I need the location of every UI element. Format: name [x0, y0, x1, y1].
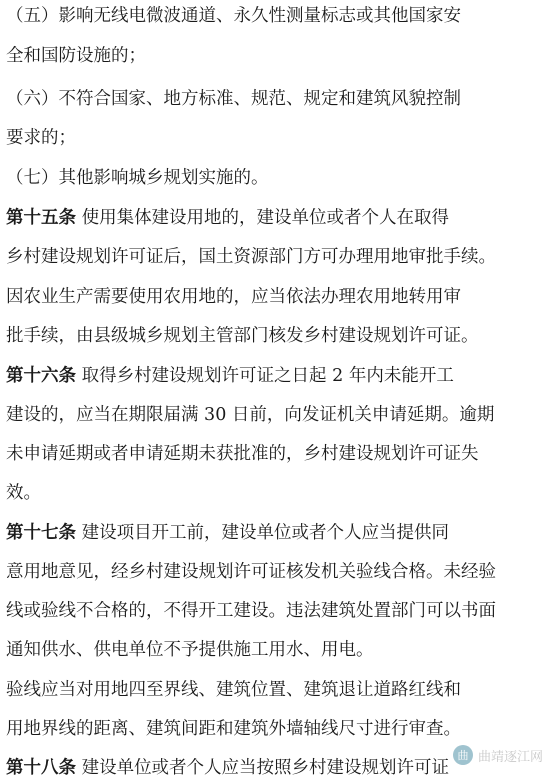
article-17-text: 建设项目开工前，建设单位或者个人应当提供同 [76, 523, 450, 543]
article-17-line-3: 线或验线不合格的，不得开工建设。违法建筑处置部门可以书面 [6, 601, 496, 621]
source-watermark [453, 745, 543, 765]
article-15-para-2-line-2: 批手续，由县级城乡规划主管部门核发乡村建设规划许可证。 [6, 326, 479, 346]
item-6-line-2: 要求的； [6, 128, 76, 148]
article-18-title: 第十八条 [6, 758, 76, 778]
article-15-line-2: 乡村建设规划许可证后，国土资源部门方可办理用地审批手续。 [6, 247, 496, 267]
article-17-line-2: 意用地意见，经乡村建设规划许可证核发机关验线合格。未经验 [6, 562, 496, 582]
article-17-line-1 [6, 521, 449, 545]
article-16-line-3: 未申请延期或者申请延期未获批准的，乡村建设规划许可证失 [6, 444, 479, 464]
article-16-line-1 [6, 364, 454, 388]
item-7: （七）其他影响城乡规划实施的。 [6, 168, 269, 188]
article-18-line-1 [6, 756, 449, 780]
article-17-title: 第十七条 [6, 523, 76, 543]
article-17-para-2-line-1: 验线应当对用地四至界线、建筑位置、建筑退让道路红线和 [6, 680, 461, 700]
watermark-text: 曲靖逐江网 [477, 749, 543, 765]
item-5-line-2: 全和国防设施的； [6, 46, 146, 66]
article-16-line-2: 建设的，应当在期限届满 30 日前，向发证机关申请延期。逾期 [6, 405, 495, 425]
watermark-logo-icon: 曲 [453, 745, 473, 765]
article-18-text: 建设单位或者个人应当按照乡村建设规划许可证 [76, 758, 450, 778]
article-15-line-1 [6, 206, 449, 230]
item-6-line-1: （六）不符合国家、地方标准、规范、规定和建筑风貌控制 [6, 89, 461, 109]
article-16-text: 取得乡村建设规划许可证之日起 2 年内未能开工 [76, 366, 454, 386]
item-5-line-1: （五）影响无线电微波通道、永久性测量标志或其他国家安 [6, 6, 461, 26]
article-17-para-2-line-2: 用地界线的距离、建筑间距和建筑外墙轴线尺寸进行审查。 [6, 719, 461, 739]
article-16-title: 第十六条 [6, 366, 76, 386]
article-17-line-4: 通知供水、供电单位不予提供施工用水、用电。 [6, 640, 374, 660]
article-16-line-4: 效。 [6, 483, 41, 503]
article-15-text: 使用集体建设用地的，建设单位或者个人在取得 [76, 208, 450, 228]
article-15-para-2-line-1: 因农业生产需要使用农用地的，应当依法办理农用地转用审 [6, 287, 461, 307]
article-15-title: 第十五条 [6, 208, 76, 228]
